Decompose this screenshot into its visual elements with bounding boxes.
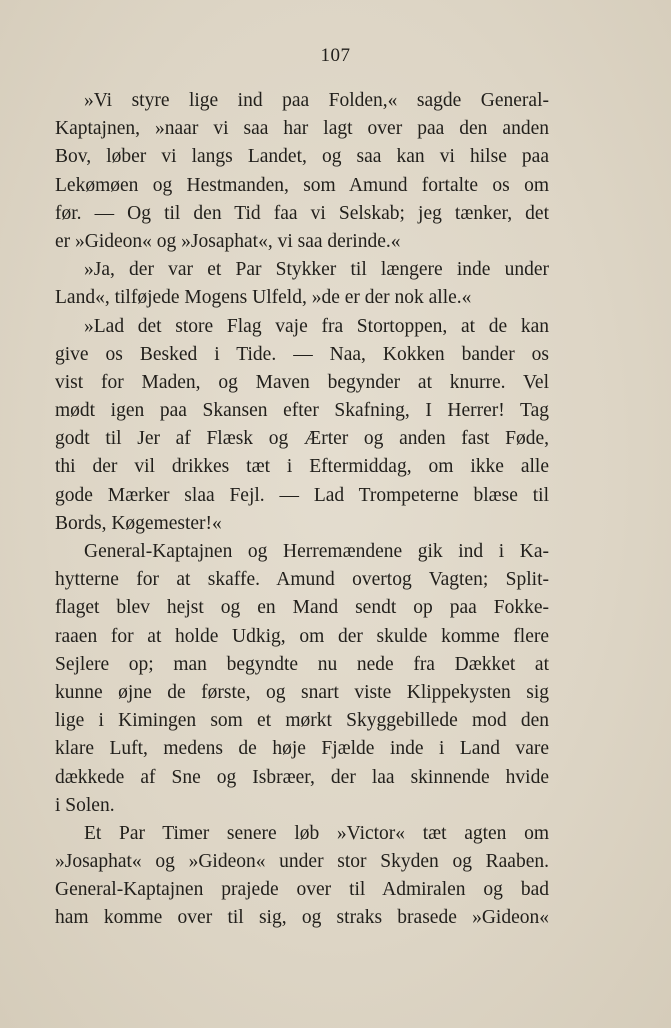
text-line: gode Mærker slaa Fejl. — Lad Trompeterne blæse til: [55, 484, 549, 506]
text-line: godt til Jer af Flæsk og Ærter og anden fast Føde,: [55, 428, 549, 450]
text-line: flaget blev hejst og en Mand sendt op paa Fokke-: [55, 597, 549, 619]
text-line: thi der vil drikkes tæt i Eftermiddag, om ikke alle: [55, 456, 549, 478]
text-line: i Solen.: [55, 794, 115, 816]
text-line: Lekømøen og Hestmanden, som Amund fortalte os om: [55, 174, 549, 196]
text-line: Bov, løber vi langs Landet, og saa kan vi hilse paa: [55, 146, 549, 168]
text-line: Kaptajnen, »naar vi saa har lagt over paa den anden: [55, 118, 549, 140]
text-line: »Vi styre lige ind paa Folden,« sagde General-: [84, 90, 549, 111]
text-line: Sejlere op; man begyndte nu nede fra Dækket at: [55, 653, 549, 675]
page-number: 107: [320, 45, 351, 66]
text-line: vist for Maden, og Maven begynder at knurre. Vel: [55, 371, 549, 393]
body-text: [55, 87, 549, 933]
text-line: raaen for at holde Udkig, om der skulde komme flere: [55, 625, 549, 647]
text-line: »Josaphat« og »Gideon« under stor Skyden og Raaben.: [55, 851, 549, 873]
text-line: hytterne for at skaffe. Amund overtog Vagten; Split-: [55, 569, 549, 591]
text-line: ham komme over til sig, og straks brasede »Gideon«: [55, 907, 549, 929]
text-line: »Lad det store Flag vaje fra Stortoppen, at de kan: [84, 315, 549, 337]
text-line: er »Gideon« og »Josaphat«, vi saa derinde.«: [55, 230, 401, 252]
text-line: før. — Og til den Tid faa vi Selskab; jeg tænker, det: [55, 202, 549, 224]
text-line: Et Par Timer senere løb »Victor« tæt agten om: [84, 822, 549, 844]
text-line: Bords, Køgemester!«: [55, 512, 222, 534]
text-line: klare Luft, medens de høje Fjælde inde i Land vare: [55, 738, 549, 760]
text-line: Land«, tilføjede Mogens Ulfeld, »de er der nok alle.«: [55, 287, 472, 309]
text-line: lige i Kimingen som et mørkt Skyggebillede mod den: [55, 710, 549, 732]
text-line: mødt igen paa Skansen efter Skafning, I Herrer! Tag: [55, 400, 549, 422]
text-line: General-Kaptajnen og Herremændene gik ind i Ka-: [84, 541, 549, 562]
text-line: General-Kaptajnen prajede over til Admiralen og bad: [55, 879, 549, 901]
text-line: kunne øjne de første, og snart viste Klippekysten sig: [55, 681, 549, 703]
text-line: dækkede af Sne og Isbræer, der laa skinnende hvide: [55, 766, 549, 788]
text-line: give os Besked i Tide. — Naa, Kokken bander os: [55, 343, 549, 365]
text-line: »Ja, der var et Par Stykker til længere inde under: [84, 259, 549, 281]
